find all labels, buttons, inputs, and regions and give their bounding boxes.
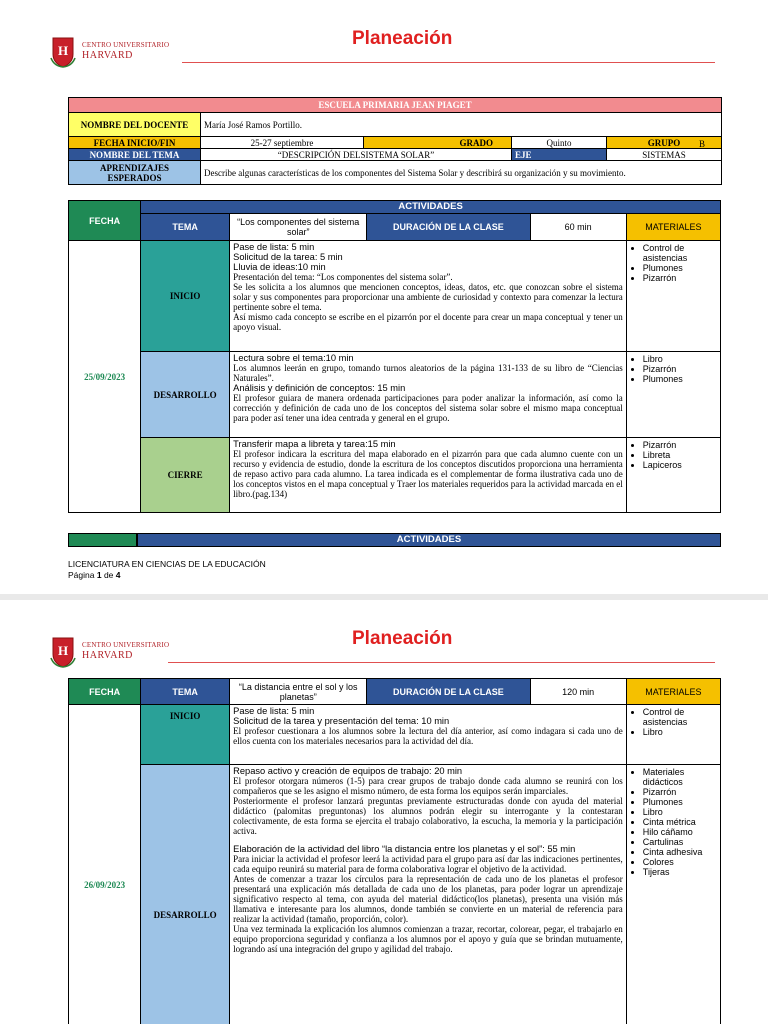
description-line: Presentación del tema: “Los componentes del sistema solar”.: [233, 272, 453, 282]
description-line: Solicitud de la tarea: 5 min: [233, 252, 343, 262]
description-cell: [230, 438, 627, 513]
logo-line-1: CENTRO UNIVERSITARIO: [82, 641, 170, 649]
date-label: FECHA INICIO/FIN: [69, 137, 201, 149]
materials-cell: [626, 765, 720, 1024]
logo-line-1: CENTRO UNIVERSITARIO: [82, 41, 170, 49]
description-line: Antes de comenzar a trazar los círculos para la representación de cada uno de los planetas el profesor presentará una explicación más detallada de cada uno de los planetas, para poder lograr un aprendizaje significativo respecto al tema, con ayuda del material didáctico(los planetas), presenta una visión más llamativa e interesante para los alumnos, donde también se convierte en un material de referencia para realizar la actividad (tamaño, proporción, color).: [233, 874, 623, 924]
phase-cell: CIERRE: [141, 438, 230, 513]
description-line: Así mismo cada concepto se escribe en el pizarrón por el docente para crear un mapa conceptual y tener un apoyo visual.: [233, 312, 623, 332]
phase-cell: DESARROLLO: [141, 765, 230, 1024]
description-cell: [230, 352, 627, 438]
description-line: Los alumnos leerán en grupo, tomando turnos aleatorios de la página 131-133 de su libro de “Ciencias Naturales”.: [233, 363, 623, 383]
materials-cell: [626, 241, 720, 352]
activities-table-2: [68, 678, 721, 1024]
page-header: [0, 600, 768, 672]
university-logo: [46, 636, 176, 670]
list-item: • Pizarrón: [643, 364, 718, 374]
date-value: 25-27 septiembre: [201, 137, 364, 149]
date-cell: 26/09/2023: [69, 705, 141, 1024]
description-line: [233, 836, 623, 844]
page-footer: [68, 559, 266, 581]
group-value: B: [698, 139, 705, 149]
description-line: Pase de lista: 5 min: [233, 706, 315, 716]
list-item: • Materiales didácticos: [643, 767, 718, 787]
description-line: El profesor otorgara números (1-5) para crear grupos de trabajo donde cada alumno se reunirá con los compañeros que se les asigno el mismo número, de esta forma los equipos serán imparciales.: [233, 776, 623, 796]
list-item: • Cartulinas: [643, 837, 718, 847]
description-line: Lectura sobre el tema:10 min: [233, 353, 354, 363]
description-line: Para iniciar la actividad el profesor leerá la actividad para el grupo para así dar las indicaciones pertinentes, cada equipo reunirá su material para de forma colaborativa lograr el objetivo de la actividad.: [233, 854, 623, 874]
header-rule: [182, 62, 715, 63]
description-line: Lluvia de ideas:10 min: [233, 262, 326, 272]
tema-value: “La distancia entre el sol y los planetas”: [230, 679, 367, 705]
grade-label: GRADO: [364, 137, 512, 149]
date-cell: 25/09/2023: [69, 241, 141, 513]
header-rule: [168, 662, 715, 663]
materials-cell: [626, 352, 720, 438]
info-table: [68, 97, 722, 185]
page-title: Planeación: [352, 628, 453, 649]
topic-label: NOMBRE DEL TEMA: [69, 149, 201, 161]
description-line: Posteriormente el profesor lanzará preguntas previamente estructuradas donde con ayuda del material didáctico (palomitas preguntonas) los alumnos podrán elegir su interrogante y la contestaran colectivamente, de esta forma se ejercita el trabajo colaborativo, la escucha, la memoria y la participación activa.: [233, 796, 623, 836]
phase-cell: DESARROLLO: [141, 352, 230, 438]
tema-header: TEMA: [141, 679, 230, 705]
logo-line-2: HARVARD: [82, 50, 133, 61]
logo-line-2: HARVARD: [82, 650, 133, 661]
list-item: • Lapiceros: [643, 460, 718, 470]
activities-bar: [68, 533, 721, 547]
materials-cell: [626, 705, 720, 765]
description-line: Solicitud de la tarea y presentación del tema: 10 min: [233, 716, 450, 726]
university-logo: [46, 36, 176, 70]
description-line: El profesor indicara la escritura del mapa elaborado en el pizarrón para que cada alumno cuente con un recurso y evidencia de estudio, donde la escritura de los conceptos discutidos proporciona una herramienta de repaso activo para cada alumno. La tarea indicada es el complementar de forma ilustrativa cada uno de los conceptos vistos en el mapa conceptual y Traer los materiales requeridos para la actividad marcada en el libro.(pag.134): [233, 449, 623, 499]
activities-bar-label: ACTIVIDADES: [137, 533, 721, 547]
list-item: • Libreta: [643, 450, 718, 460]
axis-value: SISTEMAS: [607, 149, 722, 161]
page-number: Página 1 de 4: [68, 570, 121, 580]
description-line: El profesor cuestionara a los alumnos sobre la lectura del día anterior, así como indagara si cada uno de ellos cuenta con los materiales necesarios para la actividad del día.: [233, 726, 623, 746]
shield-logo-icon: [50, 636, 76, 668]
table-row: [69, 765, 721, 1024]
duration-value: 60 min: [530, 214, 626, 241]
fecha-header: FECHA: [69, 201, 141, 241]
list-item: • Control de asistencias: [643, 243, 718, 263]
learning-value: Describe algunas características de los componentes del Sistema Solar y describirá su organización y su movimiento.: [201, 161, 722, 185]
description-cell: [230, 765, 627, 1024]
duration-value: 120 min: [530, 679, 626, 705]
list-item: • Libro: [643, 807, 718, 817]
materials-cell: [626, 438, 720, 513]
list-item: • Libro: [643, 354, 718, 364]
topic-value: “DESCRIPCIÓN DELSISTEMA SOLAR”: [201, 149, 512, 161]
list-item: • Plumones: [643, 374, 718, 384]
group-label: GRUPO: [607, 137, 722, 149]
description-line: Elaboración de la actividad del libro “la distancia entre los planetas y el sol”: 55 min: [233, 844, 576, 854]
page-header: [0, 0, 768, 72]
table-row: [69, 241, 721, 352]
program-name: LICENCIATURA EN CIENCIAS DE LA EDUCACIÓN: [68, 559, 266, 569]
page-title: Planeación: [352, 28, 453, 49]
duration-header: DURACIÓN DE LA CLASE: [367, 679, 530, 705]
list-item: • Tijeras: [643, 867, 718, 877]
materials-header: MATERIALES: [626, 214, 720, 241]
school-name: ESCUELA PRIMARIA JEAN PIAGET: [69, 98, 722, 113]
list-item: • Colores: [643, 857, 718, 867]
list-item: • Pizarrón: [643, 440, 718, 450]
description-cell: [230, 241, 627, 352]
description-line: Una vez terminada la explicación los alumnos comienzan a trazar, recortar, colorear, pegar, el trabajarlo en equipo proporciona seguridad y confianza a los alumnos por el apoyo y guía que se brindan mutuamente, logrando así una integración del grupo y agilidad del trabajo.: [233, 924, 623, 954]
list-item: • Hilo cáñamo: [643, 827, 718, 837]
table-row: [69, 352, 721, 438]
list-item: • Pizarrón: [643, 787, 718, 797]
document-page-2: [0, 600, 768, 1024]
activities-table-1: [68, 200, 721, 513]
tema-header: TEMA: [141, 214, 230, 241]
shield-logo-icon: [50, 36, 76, 68]
teacher-label: NOMBRE DEL DOCENTE: [69, 113, 201, 137]
list-item: • Pizarrón: [643, 273, 718, 283]
tema-value: “Los componentes del sistema solar”: [230, 214, 367, 241]
phase-cell: INICIO: [141, 705, 230, 765]
duration-header: DURACIÓN DE LA CLASE: [367, 214, 530, 241]
materials-header: MATERIALES: [626, 679, 720, 705]
axis-label: EJE: [512, 149, 607, 161]
table-row: [69, 705, 721, 765]
activities-header: ACTIVIDADES: [141, 201, 721, 214]
teacher-value: María José Ramos Portillo.: [201, 113, 722, 137]
description-line: Se les solicita a los alumnos que mencionen conceptos, ideas, datos, etc. que conozcan sobre el sistema solar y sus componentes para proporcionar una ambiente de curiosidad y contexto para comenzar la lectura pertinente sobre el tema.: [233, 282, 623, 312]
description-line: El profesor guiara de manera ordenada participaciones para poder analizar la información, así como la corrección y definición de cada uno de los conceptos del sistema solar sobre el mismo mapa conceptual para poder así tener una idea centrada y general en el grupo.: [233, 393, 623, 423]
list-item: • Plumones: [643, 797, 718, 807]
list-item: • Cinta adhesiva: [643, 847, 718, 857]
description-line: Pase de lista: 5 min: [233, 242, 315, 252]
fecha-header: FECHA: [69, 679, 141, 705]
list-item: • Control de asistencias: [643, 707, 718, 727]
learning-label: APRENDIZAJES ESPERADOS: [69, 161, 201, 185]
logo-letter: H: [57, 643, 69, 658]
description-line: Transferir mapa a libreta y tarea:15 min: [233, 439, 396, 449]
table-row: [69, 438, 721, 513]
list-item: • Cinta métrica: [643, 817, 718, 827]
description-line: Repaso activo y creación de equipos de trabajo: 20 min: [233, 766, 463, 776]
phase-cell: INICIO: [141, 241, 230, 352]
list-item: • Plumones: [643, 263, 718, 273]
grade-value: Quinto: [512, 137, 607, 149]
logo-letter: H: [57, 43, 69, 58]
description-line: Análisis y definición de conceptos: 15 min: [233, 383, 406, 393]
description-cell: [230, 705, 627, 765]
list-item: • Libro: [643, 727, 718, 737]
